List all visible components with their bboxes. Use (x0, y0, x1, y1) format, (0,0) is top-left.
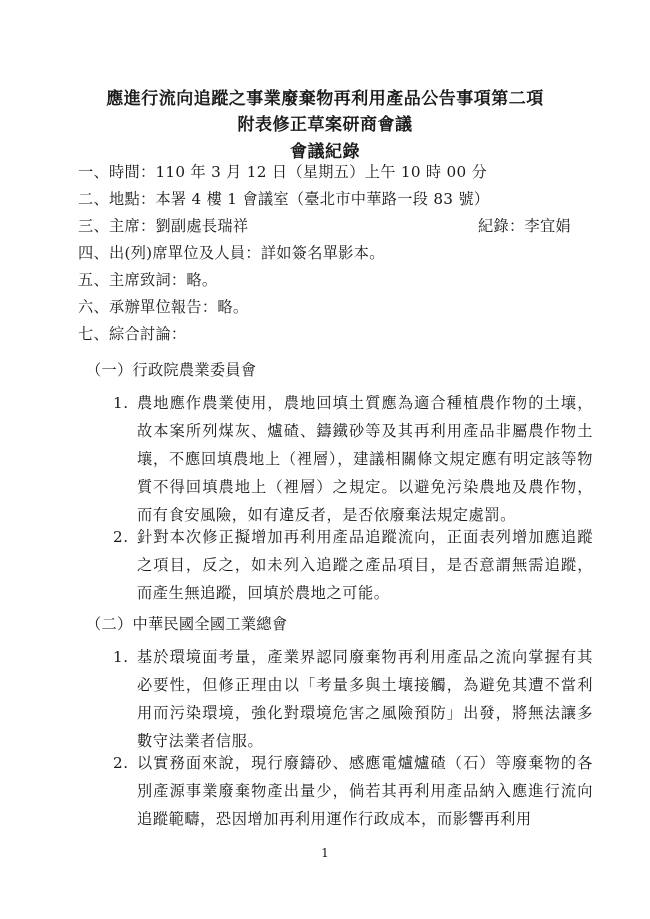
section-heading-cnfi: （二）中華民國全國工業總會 (86, 615, 288, 633)
info-discussion (78, 323, 186, 344)
info-marker: 二、 (78, 190, 109, 208)
page-number: 1 (321, 846, 329, 860)
info-marker: 五、 (78, 271, 109, 289)
info-text: 主席：劉副處長瑞祥 (108, 217, 249, 235)
item-text: 以實務面來說，現行廢鑄砂、感應電爐爐碴（石）等廢棄物的各別產源事業廢棄物產出量少，倘若其再利用產品納入應進行流向追蹤範疇，恐因增加再利用運作行政成本，而影響再利用 (137, 754, 593, 828)
info-text: 地點：本署 4 樓 1 會議室（臺北市中華路一段 83 號） (108, 190, 490, 208)
info-marker: 六、 (78, 298, 109, 316)
info-text: 時間：110 年 3 月 12 日（星期五）上午 10 時 00 分 (108, 163, 488, 181)
info-chair-speech (78, 269, 217, 290)
info-marker: 七、 (78, 325, 109, 343)
info-location (78, 188, 489, 209)
info-chair (78, 215, 248, 236)
item-number: 2. (113, 528, 129, 546)
info-time (78, 161, 487, 182)
section-heading-coa: （一）行政院農業委員會 (86, 361, 257, 379)
item-text: 基於環境面考量，產業界認同廢棄物再利用產品之流向掌握有其必要性，但修正理由以「考量多與土壤接觸，為避免其遭不當利用而污染環境，強化對環境危害之風險預防」出發，將無法讓多數守法業者信服。 (137, 648, 593, 750)
document-title-line-3: 會議紀錄 (290, 142, 360, 162)
info-attendees (78, 242, 385, 263)
section-2-item-2 (113, 749, 593, 833)
info-marker: 四、 (78, 244, 109, 262)
item-text: 針對本次修正擬增加再利用產品追蹤流向，正面表列增加應追蹤之項目，反之，如未列入追蹤之產品項目，是否意謂無需追蹤，而產生無追蹤，回填於農地之可能。 (137, 528, 593, 602)
section-1-item-2 (113, 523, 593, 607)
info-text: 綜合討論： (108, 325, 187, 343)
info-text: 出(列)席單位及人員：詳如簽名單影本。 (108, 244, 385, 262)
item-number: 2. (113, 754, 129, 772)
info-marker: 一、 (78, 163, 109, 181)
section-2-item-1 (113, 643, 593, 755)
info-recorder: 紀錄：李宜娟 (478, 217, 571, 235)
info-marker: 三、 (78, 217, 109, 235)
info-text: 承辦單位報告：略。 (108, 298, 249, 316)
document-title-line-1: 應進行流向追蹤之事業廢棄物再利用產品公告事項第二項 (106, 89, 544, 109)
item-number: 1. (113, 394, 129, 412)
item-text: 農地應作農業使用，農地回填土質應為適合種植農作物的土壤，故本案所列煤灰、爐碴、鑄鐵砂等及其再利用產品非屬農作物土壤，不應回填農地上（裡層），建議相關條文規定應有明定該等物質不得回填農地上（裡層）之規定。以避免污染農地及農作物，而有食安風險，如有違反者，是否依廢棄法規定處罰。 (137, 394, 593, 524)
document-title-line-2: 附表修正草案研商會議 (237, 115, 413, 135)
info-text: 主席致詞：略。 (108, 271, 218, 289)
section-1-item-1 (113, 389, 593, 529)
info-unit-report (78, 296, 248, 317)
item-number: 1. (113, 648, 129, 666)
